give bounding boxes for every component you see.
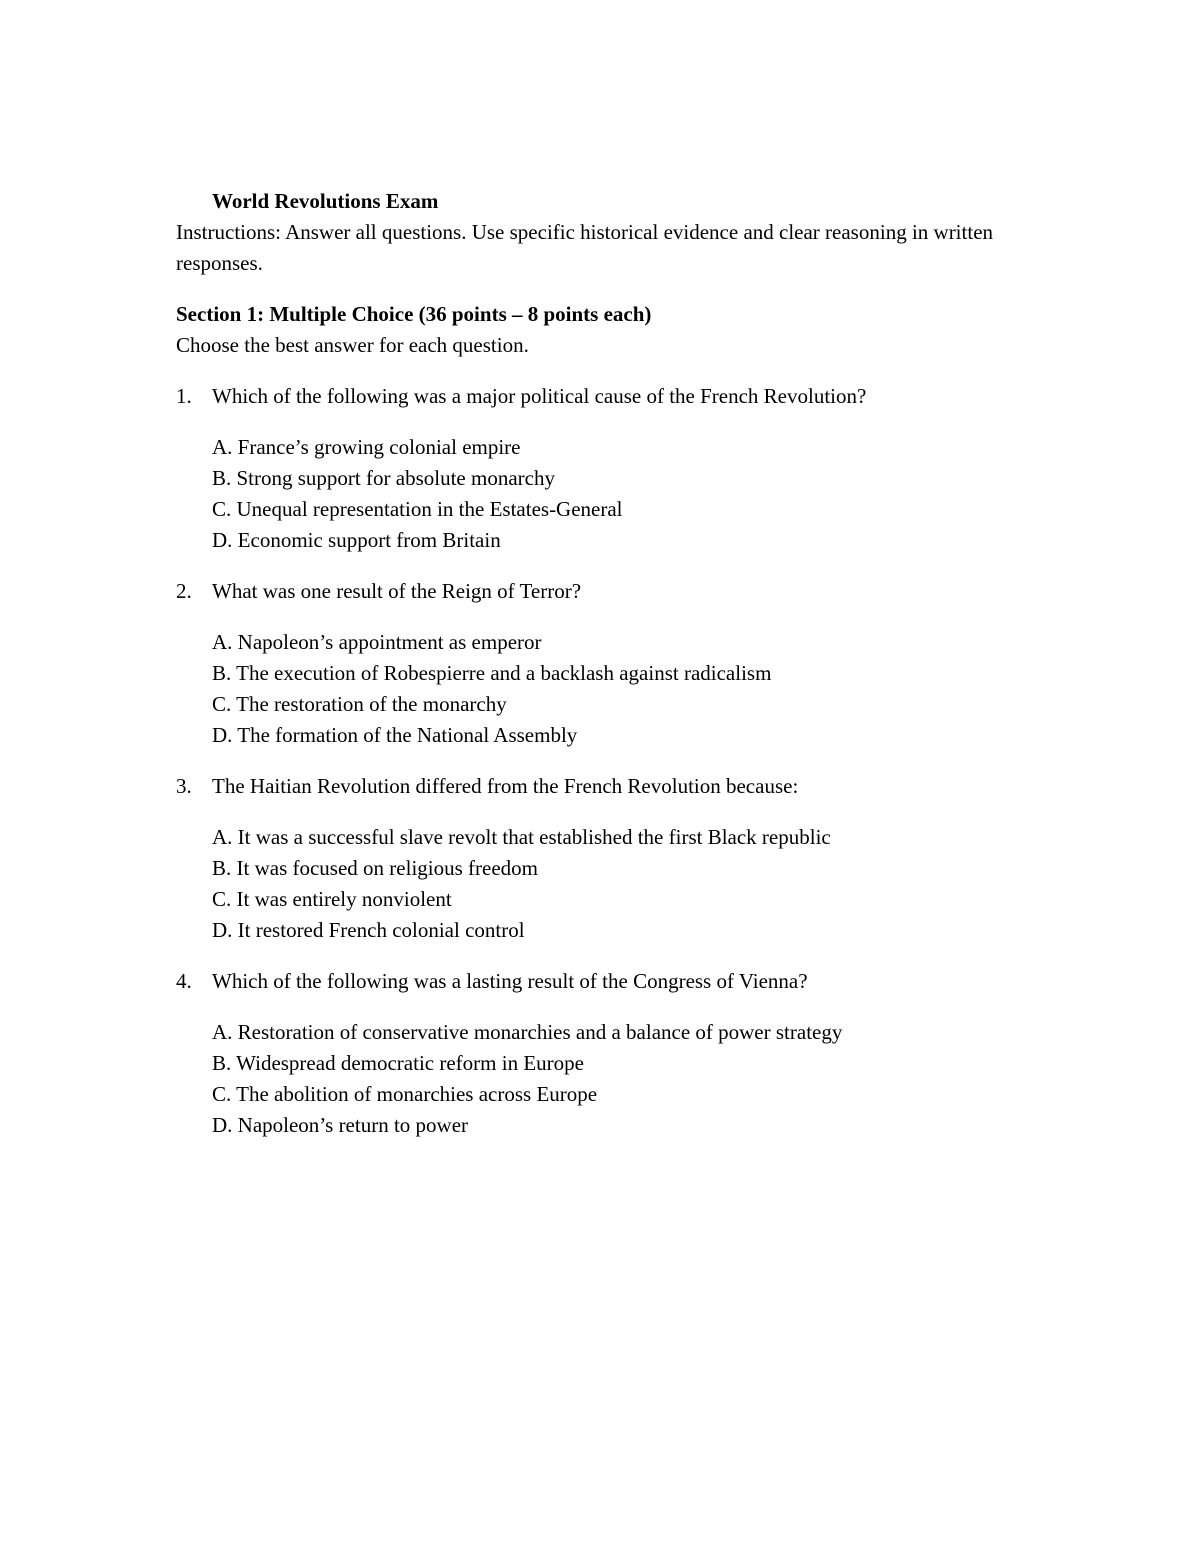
- answer-options: [212, 432, 1056, 556]
- question-text: Which of the following was a lasting result of the Congress of Vienna?: [212, 969, 808, 993]
- answer-option-d: D. It restored French colonial control: [212, 918, 525, 942]
- answer-option-c: C. Unequal representation in the Estates-General: [212, 497, 623, 521]
- question-2: [176, 576, 1056, 751]
- question-3: [176, 771, 1056, 946]
- exam-title: World Revolutions Exam: [212, 189, 439, 213]
- answer-option-a: A. Restoration of conservative monarchies and a balance of power strategy: [212, 1020, 843, 1044]
- answer-options: [212, 822, 1056, 946]
- question-number: 1.: [176, 384, 192, 408]
- answer-option-d: D. The formation of the National Assembly: [212, 723, 578, 747]
- answer-option-b: B. It was focused on religious freedom: [212, 856, 539, 880]
- answer-options: [212, 1017, 1056, 1141]
- question-number: 2.: [176, 579, 192, 603]
- answer-option-c: C. The abolition of monarchies across Europe: [212, 1082, 598, 1106]
- answer-option-b: B. Widespread democratic reform in Europe: [212, 1051, 584, 1075]
- question-number: 3.: [176, 774, 192, 798]
- question-text: Which of the following was a major political cause of the French Revolution?: [212, 384, 867, 408]
- document-body: [176, 186, 1056, 1141]
- answer-option-c: C. The restoration of the monarchy: [212, 692, 507, 716]
- answer-option-d: D. Economic support from Britain: [212, 528, 501, 552]
- exam-instructions: Instructions: Answer all questions. Use specific historical evidence and clear reasoning in written responses.: [176, 220, 994, 275]
- question-text: What was one result of the Reign of Terror?: [212, 579, 582, 603]
- answer-option-a: A. Napoleon’s appointment as emperor: [212, 630, 542, 654]
- question-4: [176, 966, 1056, 1141]
- question-1: [176, 381, 1056, 556]
- answer-options: [212, 627, 1056, 751]
- answer-option-c: C. It was entirely nonviolent: [212, 887, 452, 911]
- question-stem: [176, 576, 1056, 607]
- question-stem: [176, 966, 1056, 997]
- section-heading: Section 1: Multiple Choice (36 points – 8 points each): [176, 302, 652, 326]
- question-number: 4.: [176, 969, 192, 993]
- question-text: The Haitian Revolution differed from the French Revolution because:: [212, 774, 799, 798]
- answer-option-b: B. The execution of Robespierre and a backlash against radicalism: [212, 661, 772, 685]
- answer-option-a: A. France’s growing colonial empire: [212, 435, 521, 459]
- answer-option-a: A. It was a successful slave revolt that established the first Black republic: [212, 825, 831, 849]
- section-subheading: Choose the best answer for each question.: [176, 333, 529, 357]
- question-stem: [176, 381, 1056, 412]
- answer-option-b: B. Strong support for absolute monarchy: [212, 466, 555, 490]
- question-stem: [176, 771, 1056, 802]
- answer-option-d: D. Napoleon’s return to power: [212, 1113, 469, 1137]
